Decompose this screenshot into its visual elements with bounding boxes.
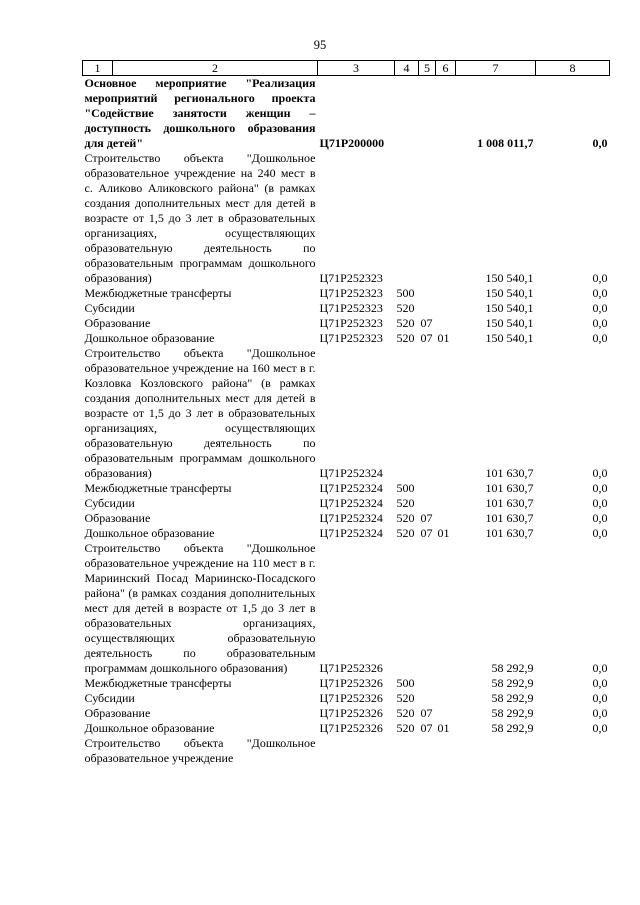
row-amount: 150 540,1 xyxy=(485,316,534,330)
row-amount-second: 0,0 xyxy=(592,136,608,150)
column-header: 3 xyxy=(318,61,395,76)
row-target-code: Ц71P252324 xyxy=(319,496,383,510)
row-target-code: Ц71P252326 xyxy=(319,691,383,705)
row-target-code: Ц71P252323 xyxy=(319,286,383,300)
column-header: 8 xyxy=(536,61,610,76)
row-amount: 58 292,9 xyxy=(491,691,534,705)
row-name: Основное мероприятие "Реализация мероприятий регионального проекта "Содействие занятости женщин – доступность дошкольного образования для детей" xyxy=(84,76,316,150)
row-target-code: Ц71P252323 xyxy=(319,316,383,330)
row-amount-second: 0,0 xyxy=(592,661,608,675)
row-expense-type: 520 xyxy=(396,496,415,510)
row-target-code: Ц71P252323 xyxy=(319,271,383,285)
row-subsection xyxy=(436,76,456,152)
row-amount-second: 0,0 xyxy=(592,316,608,330)
row-section xyxy=(419,691,436,706)
row-amount: 58 292,9 xyxy=(491,676,534,690)
column-header: 5 xyxy=(419,61,436,76)
row-amount: 58 292,9 xyxy=(491,706,534,720)
header-row xyxy=(83,61,610,76)
row-expense-type: 520 xyxy=(396,331,415,345)
table-row xyxy=(83,346,610,481)
table-row xyxy=(83,496,610,511)
row-name: Межбюджетные трансферты xyxy=(84,676,232,690)
row-amount-second: 0,0 xyxy=(592,721,608,735)
row-name: Дошкольное образование xyxy=(84,721,215,735)
row-amount: 150 540,1 xyxy=(485,286,534,300)
row-amount: 150 540,1 xyxy=(485,271,534,285)
row-amount: 101 630,7 xyxy=(485,526,534,540)
row-name: Образование xyxy=(84,511,151,525)
row-target-code: Ц71P252326 xyxy=(319,676,383,690)
row-name: Субсидии xyxy=(84,691,135,705)
row-target-code: Ц71P252326 xyxy=(319,706,383,720)
row-amount-second: 0,0 xyxy=(592,676,608,690)
row-expense-type: 520 xyxy=(396,301,415,315)
row-amount-second xyxy=(536,736,610,766)
table-row xyxy=(83,736,610,766)
row-subsection: 01 xyxy=(437,331,450,345)
row-section: 07 xyxy=(420,526,433,540)
table-row xyxy=(83,301,610,316)
row-subsection xyxy=(436,151,456,286)
row-section xyxy=(419,151,436,286)
page-number: 95 xyxy=(313,38,327,52)
row-subsection xyxy=(436,316,456,331)
row-expense-type: 500 xyxy=(396,676,415,690)
row-section xyxy=(419,76,436,152)
row-expense-type xyxy=(395,76,419,152)
row-expense-type: 520 xyxy=(396,316,415,330)
row-target-code: Ц71P252323 xyxy=(319,331,383,345)
row-amount-second: 0,0 xyxy=(592,691,608,705)
row-section xyxy=(419,736,436,766)
row-name: Дошкольное образование xyxy=(84,526,215,540)
row-target-code: Ц71P252326 xyxy=(319,661,383,675)
row-amount-second: 0,0 xyxy=(592,271,608,285)
row-expense-type xyxy=(395,541,419,676)
row-section xyxy=(419,286,436,301)
table-row xyxy=(83,676,610,691)
row-name: Строительство объекта "Дошкольное образовательное учреждение на 160 мест в г. Козловка Козловского района" (в рамках создания дополнительных мест для детей в возрасте от 1,5 до 3 лет в образовательных организациях, осуществляющих образовательную деятельность по образовательным программам дошкольного образования) xyxy=(84,346,316,480)
table-row xyxy=(83,541,610,676)
row-target-code: Ц71P200000 xyxy=(319,136,385,150)
row-name: Межбюджетные трансферты xyxy=(84,286,232,300)
table-row xyxy=(83,76,610,152)
row-target-code: Ц71P252324 xyxy=(319,511,383,525)
row-name: Строительство объекта "Дошкольное образовательное учреждение на 240 мест в с. Аликово Аликовского района" (в рамках создания дополнительных мест для детей в возрасте от 1,5 до 3 лет в образовательных организациях, осуществляющих образовательную деятельность по образовательным программам дошкольного образования) xyxy=(84,151,316,285)
row-name: Строительство объекта "Дошкольное образовательное учреждение на 110 мест в г. Мариинский Посад Мариинско-Посадского района" (в рамках создания дополнительных мест для детей в возрасте от 1,5 до 3 лет в образовательных организациях, осуществляющих образовательную деятельность по образовательным программам дошкольного образования) xyxy=(84,541,316,675)
row-amount: 1 008 011,7 xyxy=(477,136,534,150)
table-row xyxy=(83,286,610,301)
row-section xyxy=(419,676,436,691)
row-expense-type: 520 xyxy=(396,706,415,720)
row-amount-second: 0,0 xyxy=(592,301,608,315)
row-subsection xyxy=(436,301,456,316)
row-target-code: Ц71P252324 xyxy=(319,526,383,540)
row-name: Образование xyxy=(84,316,151,330)
row-expense-type xyxy=(395,346,419,481)
row-section: 07 xyxy=(420,706,433,720)
row-section: 07 xyxy=(420,721,433,735)
table-row xyxy=(83,151,610,286)
row-amount xyxy=(456,736,536,766)
row-section: 07 xyxy=(420,316,433,330)
row-section xyxy=(419,301,436,316)
row-name: Субсидии xyxy=(84,301,135,315)
row-target-code: Ц71P252323 xyxy=(319,301,383,315)
row-expense-type: 520 xyxy=(396,721,415,735)
row-amount-second: 0,0 xyxy=(592,706,608,720)
row-subsection: 01 xyxy=(437,526,450,540)
column-header: 1 xyxy=(83,61,113,76)
row-subsection xyxy=(436,346,456,481)
table-row xyxy=(83,721,610,736)
row-amount-second: 0,0 xyxy=(592,286,608,300)
row-subsection xyxy=(436,286,456,301)
row-subsection xyxy=(436,706,456,721)
row-amount-second: 0,0 xyxy=(592,331,608,345)
row-amount: 101 630,7 xyxy=(485,466,534,480)
row-expense-type: 500 xyxy=(396,286,415,300)
row-amount-second: 0,0 xyxy=(592,466,608,480)
row-amount-second: 0,0 xyxy=(592,481,608,495)
budget-table xyxy=(82,60,610,766)
row-expense-type xyxy=(395,151,419,286)
row-amount-second: 0,0 xyxy=(592,511,608,525)
row-amount: 101 630,7 xyxy=(485,496,534,510)
table-row xyxy=(83,331,610,346)
table-row xyxy=(83,481,610,496)
row-name: Дошкольное образование xyxy=(84,331,215,345)
row-amount: 150 540,1 xyxy=(485,301,534,315)
row-amount: 101 630,7 xyxy=(485,511,534,525)
row-section xyxy=(419,346,436,481)
row-subsection xyxy=(436,511,456,526)
row-name: Межбюджетные трансферты xyxy=(84,481,232,495)
row-expense-type: 520 xyxy=(396,526,415,540)
table-row xyxy=(83,511,610,526)
table-row xyxy=(83,691,610,706)
row-subsection xyxy=(436,676,456,691)
column-header: 6 xyxy=(436,61,456,76)
row-section xyxy=(419,541,436,676)
row-expense-type: 500 xyxy=(396,481,415,495)
row-name: Строительство объекта "Дошкольное образовательное учреждение xyxy=(84,736,316,765)
row-subsection xyxy=(436,496,456,511)
row-expense-type: 520 xyxy=(396,511,415,525)
row-amount: 58 292,9 xyxy=(491,721,534,735)
row-amount: 58 292,9 xyxy=(491,661,534,675)
row-section xyxy=(419,481,436,496)
row-expense-type xyxy=(395,736,419,766)
table-row xyxy=(83,316,610,331)
row-amount-second: 0,0 xyxy=(592,496,608,510)
table-row xyxy=(83,526,610,541)
row-subsection xyxy=(436,541,456,676)
table-row xyxy=(83,706,610,721)
column-header: 4 xyxy=(395,61,419,76)
row-subsection xyxy=(436,691,456,706)
row-target-code: Ц71P252326 xyxy=(319,721,383,735)
row-name: Образование xyxy=(84,706,151,720)
row-amount-second: 0,0 xyxy=(592,526,608,540)
row-amount: 101 630,7 xyxy=(485,481,534,495)
row-section: 07 xyxy=(420,511,433,525)
row-expense-type: 520 xyxy=(396,691,415,705)
row-target-code xyxy=(318,736,395,766)
row-subsection: 01 xyxy=(437,721,450,735)
column-header: 2 xyxy=(113,61,318,76)
row-amount: 150 540,1 xyxy=(485,331,534,345)
row-target-code: Ц71P252324 xyxy=(319,481,383,495)
row-subsection xyxy=(436,736,456,766)
row-target-code: Ц71P252324 xyxy=(319,466,383,480)
column-header: 7 xyxy=(456,61,536,76)
row-section: 07 xyxy=(420,331,433,345)
row-subsection xyxy=(436,481,456,496)
row-section xyxy=(419,496,436,511)
row-name: Субсидии xyxy=(84,496,135,510)
